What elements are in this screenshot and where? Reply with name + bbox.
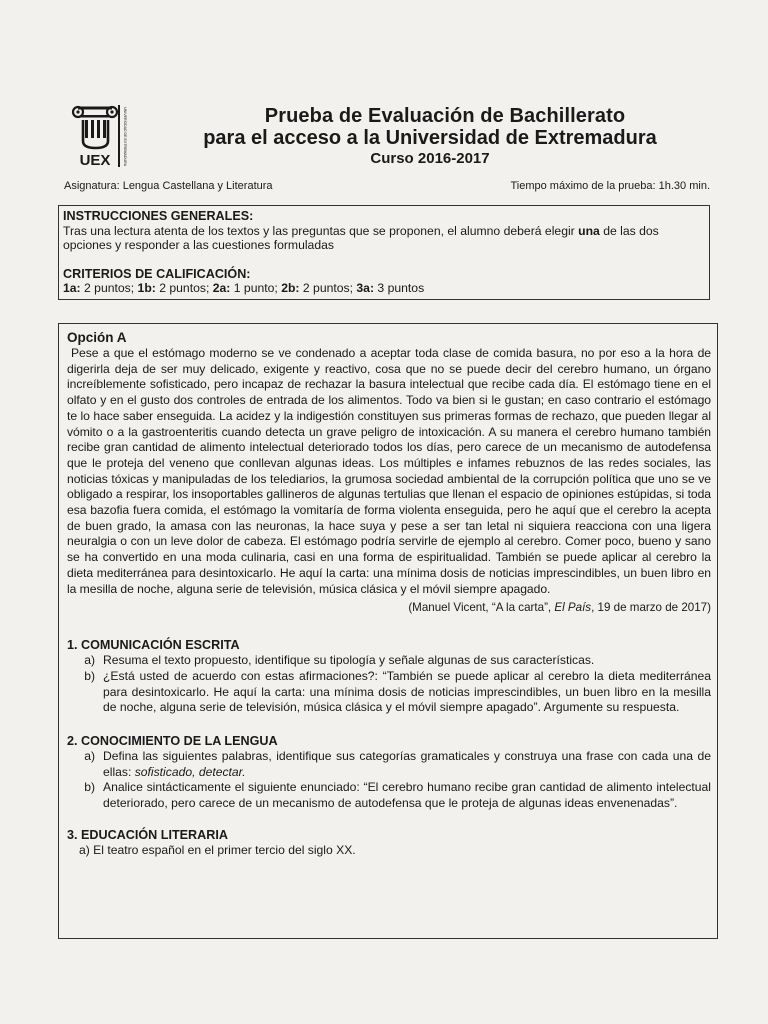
option-a-title: Opción A [67, 330, 127, 345]
instructions-heading: INSTRUCCIONES GENERALES: [63, 209, 254, 223]
question-item: a) El teatro español en el primer tercio del siglo XX. [79, 842, 356, 857]
exam-header [150, 105, 710, 168]
time-limit-label: Tiempo máximo de la prueba: 1h.30 min. [510, 180, 710, 192]
logo-side-text: UNIVERSIDAD DE EXTREMADURA [123, 107, 127, 167]
exam-title-line1: Prueba de Evaluación de Bachillerato [264, 105, 626, 127]
logo-text: UEX [79, 152, 111, 169]
question-item: b) ¿Está usted de acuerdo con estas afirmaciones?: “También se puede aplicar al cerebro la dieta mediterránea para desintoxicarlo. He aquí la carta: una mínima dosis de noticias imprescindibles, un buen libro en la mesilla de noche, alguna serie de televisión, música clásica y el móvil siempre apagado”. Argumente su respuesta. [84, 668, 711, 715]
option-a-box [58, 323, 718, 939]
question-item: a) Resuma el texto propuesto, identifique su tipología y señale algunas de sus características. [84, 653, 595, 668]
criteria-heading: CRITERIOS DE CALIFICACIÓN: [63, 266, 251, 281]
course-label: Curso 2016-2017 [370, 150, 490, 167]
section-title: 1. COMUNICACIÓN ESCRITA [67, 638, 240, 653]
exam-title-line2: para el acceso a la Universidad de Extremadura [203, 127, 657, 149]
section-title: 2. CONOCIMIENTO DE LA LENGUA [67, 734, 278, 749]
university-logo [72, 103, 126, 169]
option-a-text: Pese a que el estómago moderno se ve condenado a aceptar toda clase de comida basura, no por eso a la hora de digerirla deja de ser muy delicado, exigente y reactivo, cosa que no se puede decir del cerebro humano, un órgano increíblemente sofisticado, pero incapaz de rechazar la basura intelectual que recibe cada día. El estómago tiene en el olfato y en el gusto dos controles de entrada de los alimentos. Todo va bien si le gustan; en caso contrario el estómago te lo hace saber enseguida. La acidez y la indigestión constituyen sus primeras formas de rechazo, que pueden llegar al vómito o a la gastroenteritis cuando detecta un grave peligro de intoxicación. A su manera el cerebro humano también recibe gran cantidad de alimento intelectual deteriorado todos los días, pero carece de un mecanismo de autodefensa que le proteja del veneno que conllevan algunas ideas. Los múltiples e infames rebuznos de las redes sociales, las noticias tóxicas y manipuladas de los telediarios, la grumosa sociedad ambiental de la corrupción política que uno se ve obligado a respirar, los insoportables gallineros de algunas tertulias que llenan el espacio de opiniones estúpidas, si toda esa bazofia fuera comida, el estómago la vomitaría de forma violenta enseguida, pero he aquí que el cerebro la acepta de buen grado, la amasa con las neuronas, la hace suya y pese a ser tan letal ni siquiera reacciona con una ligera neuralgia o con un leve dolor de cabeza. El estómago podría servirle de ejemplo al cerebro. Comer poco, bueno y sano se ha convertido en una moda culinaria, casi en una forma de espiritualidad. También se puede aplicar al cerebro la dieta mediterránea para desintoxicarlo. He aquí la carta: una mínima dosis de noticias imprescindibles, un buen libro en la mesilla de noche, alguna serie de televisión, música clásica y el móvil siempre apagado. [67, 346, 711, 596]
instructions-text: Tras una lectura atenta de los textos y las preguntas que se proponen, el alumno deberá elegir una de las dos opciones y responder a las cuestiones formuladas [63, 223, 659, 252]
instructions-box [58, 205, 710, 300]
question-item: b) Analice sintácticamente el siguiente enunciado: “El cerebro humano recibe gran cantidad de alimento intelectual deteriorado, pero carece de un mecanismo de autodefensa que le proteja de algunas ideas envenenadas”. [84, 780, 711, 811]
subject-label: Asignatura: Lengua Castellana y Literatura [64, 180, 273, 192]
section-title: 3. EDUCACIÓN LITERARIA [67, 827, 228, 842]
criteria-list: 1a: 2 puntos; 1b: 2 puntos; 2a: 1 punto; 2b: 2 puntos; 3a: 3 puntos [63, 281, 425, 295]
text-citation: (Manuel Vicent, “A la carta”, El País, 19 de marzo de 2017) [408, 601, 711, 615]
question-item: a) Defina las siguientes palabras, identifique sus categorías gramaticales y construya una frase con cada una de ellas: sofisticado, detectar. [84, 749, 711, 779]
